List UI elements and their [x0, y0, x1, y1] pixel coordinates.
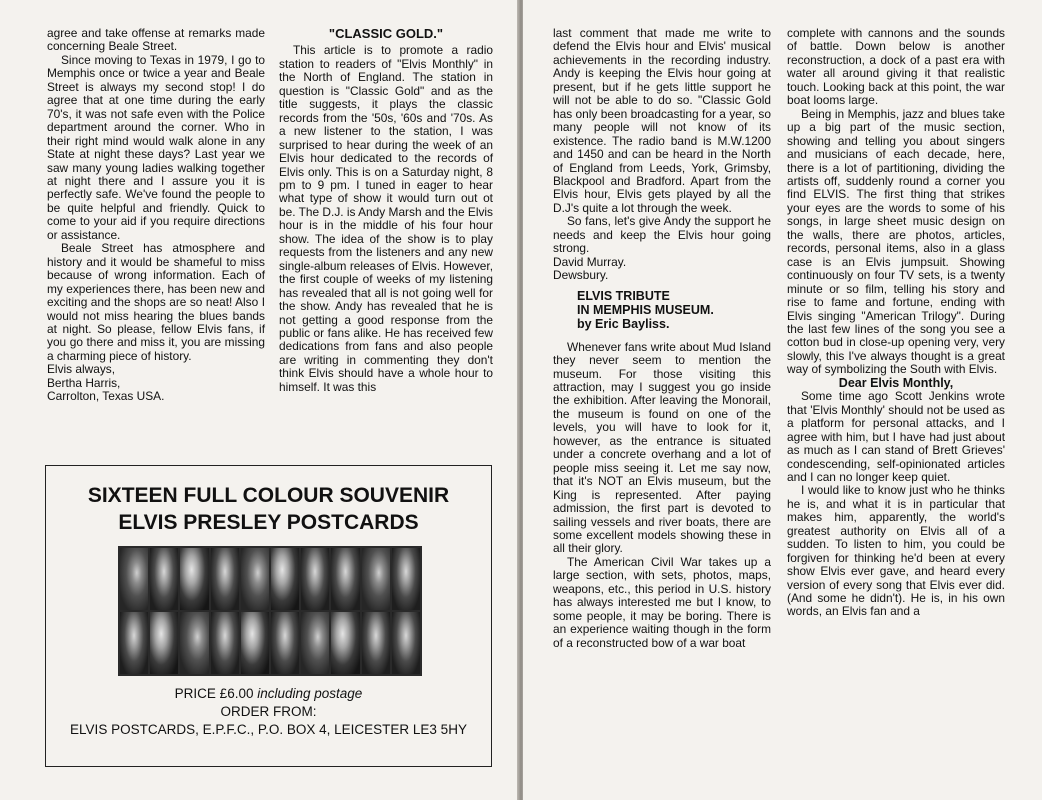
signoff-line: Bertha Harris, — [47, 375, 121, 390]
signoff-line: Carrolton, Texas USA. — [47, 389, 165, 404]
column-beale-street-letter — [47, 27, 265, 404]
paragraph: The American Civil War takes up a large section, with sets, photos, maps, weapons, etc., this period in U.S. history has always interested me but I know, to some people, it may be boring. There is an experience waiting though in the form of a reconstructed bow of a war boat — [553, 554, 771, 650]
paragraph: This article is to promote a radio station to readers of "Elvis Monthly" in the North of England. The station in question is "Classic Gold" and as the title suggests, it plays the classic records from the '50s, '60s and '70s. As a new listener to the station, I was surprised to hear during the week of an Elvis hour dedicated to the records of Elvis only. This is on a Saturday night, 8 pm to 9 pm. I tuned in eager to hear what type of show it would turn out ot be. The D.J. is Andy Marsh and the Elvis hour is in the middle of his four hour show. The idea of the show is to play requests from the listeners and any new single-album releases of Elvis. However, the first couple of weeks of my listening has revealed that all is not going well for the show. Andy has revealed that he is not getting a good response from the public or fans alike. He has received few dedications from fans and also people are writing in commenting they don't think Elvis should have a whole hour to himself. It was this — [279, 43, 493, 394]
column-classic-gold — [279, 27, 493, 394]
paragraph: Whenever fans write about Mud Island they never seem to mention the museum. For those visiting this attraction, may I suggest you go inside the exhibition. After leaving the Monorail, the museum is found on one of the levels, you will have to look for it, however, as the entrance is situated under a concrete overhang and a lot of people miss seeing it. Let me say now, that it's NOT an Elvis museum, but the King is represented. After paying admission, the first part is devoted to sailing vessels and river boats, there are some excellent models showing these in all their glory. — [553, 339, 771, 556]
ad-title-line: ELVIS PRESLEY POSTCARDS — [118, 511, 419, 534]
article-heading: "CLASSIC GOLD." — [328, 26, 444, 41]
paragraph: So fans, let's give Andy the support he needs and keep the Elvis hour going strong. — [553, 214, 771, 256]
column-classic-gold-continued — [553, 27, 771, 650]
paragraph: I would like to know just who he thinks he is, and what it is in particular that makes him, apparently, the world's greatest authority on Elvis all of a sudden. To listen to him, you could be forgiven for thinking he'd been at every show Elvis ever gave, and heard every version of every song that Elvis ever did. (And some he didn't). He is, in his own words, an Elvis fan and a — [787, 483, 1005, 619]
column-museum-continued — [787, 27, 1005, 619]
price-suffix: including postage — [257, 686, 363, 701]
signoff-line: David Murray. — [553, 254, 627, 269]
paragraph: complete with cannons and the sounds of battle. Down below is another reconstruction, a dock of a past era with water all around giving it that realistic touch. Looking back at this point, the war boat looms large. — [787, 26, 1005, 108]
ad-order-label: ORDER FROM: — [220, 704, 317, 719]
paragraph: Beale Street has atmosphere and history and it would be shameful to miss because of wrong information. Each of my experiences there, has been new and exciting and the shops are so neat! Also I would not miss hearing the blues bands at night. So please, fellow Elvis fans, if you go there and miss it, you are missing a charming piece of history. — [47, 241, 265, 363]
postcard-advertisement — [45, 465, 492, 767]
paragraph: Since moving to Texas in 1979, I go to Memphis once or twice a year and Beale Street is always my second stop! I do agree that at one time during the early 70's, it was not safe even with the Police department around the corner. Who in their right mind would walk alone in any State at night these days? Last year we saw many young ladies walking together at night there and I assure you it is perfectly safe. We've found the people to be quite helpful and friendly. Quick to come to your aid if you require directions or assistance. — [47, 52, 265, 242]
paragraph: Being in Memphis, jazz and blues take up a big part of the music section, showing and telling you about singers and musicians of each decade, here, there is a lot of partitioning, dividing the artists off, suddenly round a corner you find ELVIS. The first thing that strikes your eyes are the words to some of his songs, in large sheet music design on the walls, there are photos, articles, records, personal items, also in a glass case is an Elvis jumpsuit. Showing continuously on four TV sets, is a twenty minute or so film, telling his story and rise to fame and fortune, ending with Elvis singing "American Trilogy". During the last few lines of the song you see a cotton bud in close-up opening very, very slowly, this I've always thought is a great way of symbolizing the South with Elvis. — [787, 106, 1005, 377]
letter-heading: Dear Elvis Monthly, — [838, 375, 954, 390]
paragraph: agree and take offense at remarks made concerning Beale Street. — [47, 26, 265, 54]
paragraph: last comment that made me write to defend the Elvis hour and Elvis' musical achievements in the recording industry. Andy is keeping the Elvis hour going at present, but if he gets little support he will not be able to do so. "Classic Gold has only been broadcasting for a year, so many people will not know of its existence. The radio band is M.W.1200 and 1450 and can be heard in the North of England from Leeds, York, Grimsby, Blackpool and Bradford. Apart from the Elvis hour, Elvis gets played by all the D.J's quite a lot through the week. — [553, 26, 771, 215]
article-author: by Eric Bayliss. — [577, 316, 670, 331]
article-title — [577, 289, 771, 331]
article-title-line: IN MEMPHIS MUSEUM. — [577, 302, 714, 317]
article-title-line: ELVIS TRIBUTE — [577, 288, 670, 303]
signoff-line: Dewsbury. — [553, 268, 609, 283]
ad-title-line: SIXTEEN FULL COLOUR SOUVENIR — [87, 484, 450, 507]
ad-price — [46, 686, 491, 701]
paragraph: Some time ago Scott Jenkins wrote that 'Elvis Monthly' should not be used as a platform for personal attacks, and I agree with him, but I have had just about as much as I can stand of Brett Grieves' condescending, self-opinionated articles and I can no longer keep quiet. — [787, 389, 1005, 484]
left-page — [0, 0, 519, 800]
ad-address: ELVIS POSTCARDS, E.P.F.C., P.O. BOX 4, LEICESTER LE3 5HY — [70, 722, 467, 737]
price-value: PRICE £6.00 — [174, 686, 254, 701]
signoff-line: Elvis always, — [47, 362, 116, 377]
elvis-photo-collage — [118, 546, 422, 676]
right-page — [523, 0, 1042, 800]
